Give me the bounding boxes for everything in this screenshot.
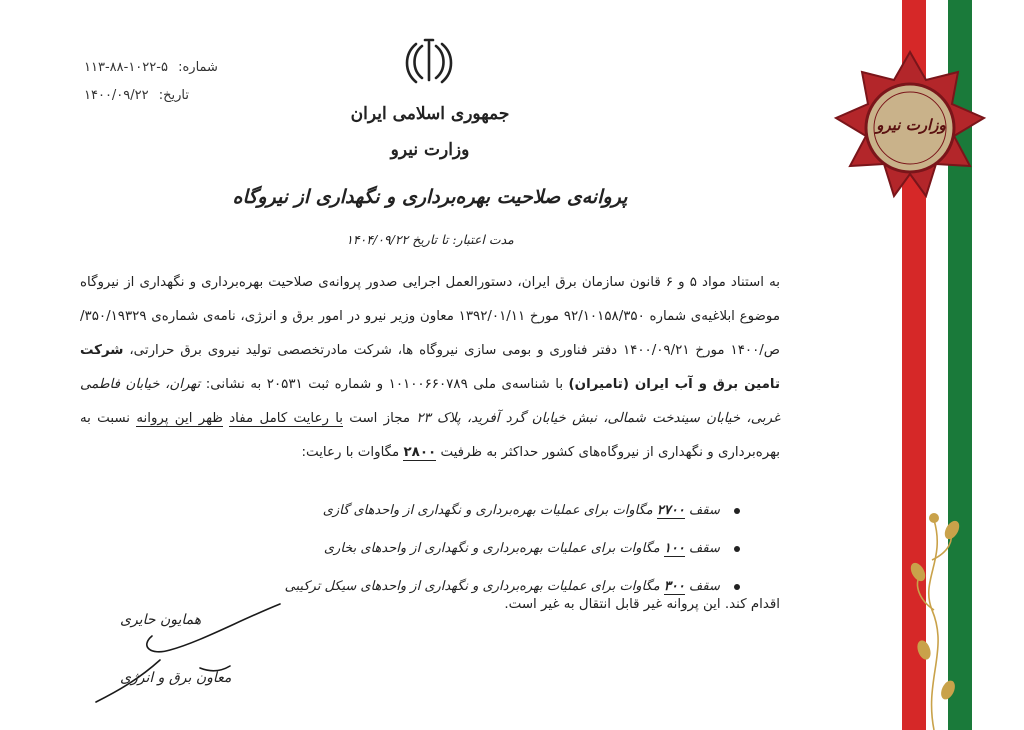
body-part7: مگاوات با رعایت:	[301, 445, 400, 460]
bullet-prefix: سقف	[688, 541, 720, 556]
bullet-dot	[734, 508, 740, 514]
company-name: شرکت تامین برق و آب ایران (تامیران)	[80, 343, 780, 392]
bullet-value: ۱۰۰	[663, 541, 685, 556]
license-body	[80, 266, 780, 470]
bullet-text: مگاوات برای عملیات بهره‌برداری و نگهداری از واحدهای سیکل ترکیبی	[284, 579, 660, 594]
bullet-prefix: سقف	[688, 503, 720, 518]
list-item	[323, 530, 740, 568]
org-line1: جمهوری اسلامی ایران	[350, 104, 510, 124]
capacity-list	[284, 492, 740, 606]
body-part4: با رعایت کامل مفاد	[229, 411, 344, 426]
bullet-dot	[734, 584, 740, 590]
date-row	[84, 88, 189, 103]
number-row	[84, 60, 218, 75]
closing-line2: این پروانه غیر قابل انتقال به غیر است.	[504, 597, 721, 612]
body-part6: نسبت به بهره‌برداری و نگهداری از نیروگاه‌های کشور حداکثر به ظرفیت	[80, 411, 780, 460]
body-part1: به استناد مواد ۵ و ۶ قانون سازمان برق ایران، دستورالعمل اجرایی صدور پروانه‌ی صلاحیت بهره‌برداری و نگهداری از نیروگاه موضوع ابلاغیه‌ی شماره ۹۲/۱۰۱۵۸/۳۵۰ مورخ ۱۳۹۲/۰۱/۱۱ معاون وزیر نیرو در امور برق و انرژی، نامه‌ی شماره‌ی ۳۵۰/۱۹۳۲۹/ص/۱۴۰۰ مورخ ۱۴۰۰/۰۹/۲۱ دفتر فناوری و بومی سازی نیروگاه ها، شرکت مادرتخصصی تولید نیروی برق حرارتی،	[80, 275, 781, 358]
signer-position: معاون برق و انرژی	[120, 670, 232, 686]
iran-emblem-icon	[404, 36, 454, 88]
bullet-value: ۲۷۰۰	[656, 503, 685, 518]
bullet-text: مگاوات برای عملیات بهره‌برداری و نگهداری از واحدهای گازی	[322, 503, 653, 518]
company-address: تهران، خیابان فاطمی غربی، خیابان سیندخت شمالی، نبش خیابان گرد آفرید، پلاک ۲۳	[80, 377, 781, 426]
body-part2: با شناسه‌ی ملی ۱۰۱۰۰۶۶۰۷۸۹ و شماره ثبت ۲۰۵۳۱ به نشانی:	[205, 377, 564, 392]
bullet-text: مگاوات برای عملیات بهره‌برداری و نگهداری از واحدهای بخاری	[323, 541, 660, 556]
bullet-dot	[734, 546, 740, 552]
date-label: تاریخ:	[158, 88, 190, 103]
seal-text: وزارت نیرو	[876, 116, 946, 134]
closing-line1: اقدام کند.	[724, 597, 780, 612]
signer-name: همایون حایری	[120, 612, 202, 628]
date-value: ۱۴۰۰/۰۹/۲۲	[84, 88, 149, 103]
body-part5: ظهر این پروانه	[136, 411, 223, 426]
bullet-prefix: سقف	[688, 579, 720, 594]
validity-date: مدت اعتبار: تا تاریخ ۱۴۰۴/۰۹/۲۲	[346, 232, 514, 247]
document-title: پروانه‌ی صلاحیت بهره‌برداری و نگهداری از نیروگاه	[232, 186, 628, 208]
total-capacity: ۲۸۰۰	[403, 445, 437, 460]
signature-icon	[80, 590, 290, 710]
body-part3: مجاز است	[349, 411, 411, 426]
list-item	[322, 492, 740, 530]
bullet-value: ۳۰۰	[663, 579, 685, 594]
number-label: شماره:	[178, 60, 218, 75]
org-line2: وزارت نیرو	[390, 140, 470, 160]
number-value: ۵-۱۰۲۲-۸۸-۱۱۳	[84, 60, 168, 75]
